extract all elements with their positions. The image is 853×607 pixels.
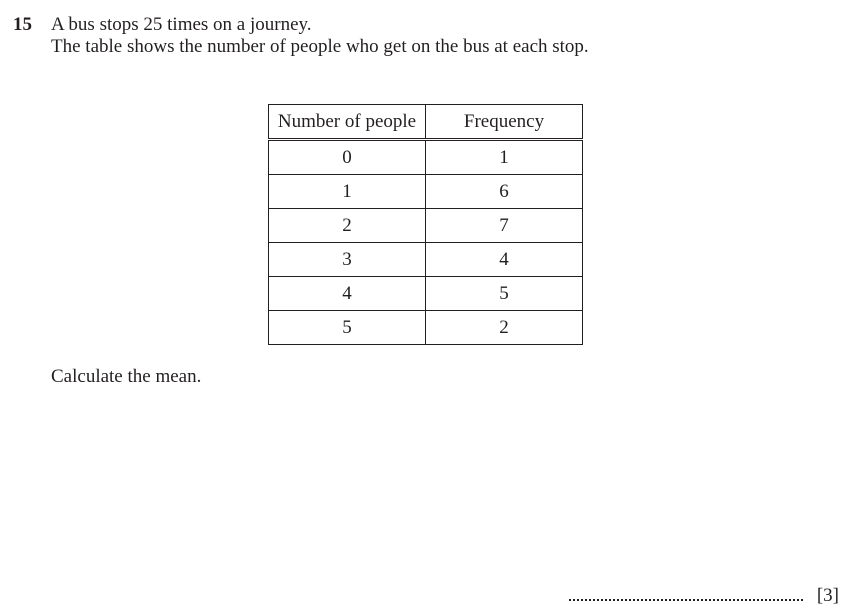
table-header-row bbox=[269, 105, 583, 140]
table-row bbox=[269, 311, 583, 345]
cell-people: 3 bbox=[269, 243, 426, 277]
table-row bbox=[269, 140, 583, 175]
cell-frequency: 1 bbox=[426, 140, 583, 175]
question-number: 15 bbox=[13, 14, 32, 35]
instruction-text: Calculate the mean. bbox=[51, 366, 202, 387]
frequency-table bbox=[268, 104, 583, 345]
cell-frequency: 5 bbox=[426, 277, 583, 311]
answer-line[interactable] bbox=[569, 584, 803, 601]
cell-frequency: 2 bbox=[426, 311, 583, 345]
cell-people: 4 bbox=[269, 277, 426, 311]
cell-people: 2 bbox=[269, 209, 426, 243]
cell-frequency: 7 bbox=[426, 209, 583, 243]
table-row bbox=[269, 243, 583, 277]
table-row bbox=[269, 209, 583, 243]
cell-frequency: 6 bbox=[426, 175, 583, 209]
header-number-of-people: Number of people bbox=[269, 105, 426, 140]
table-row bbox=[269, 175, 583, 209]
cell-people: 1 bbox=[269, 175, 426, 209]
marks-label: [3] bbox=[816, 585, 839, 606]
question-line-2: The table shows the number of people who get on the bus at each stop. bbox=[51, 36, 589, 57]
header-frequency: Frequency bbox=[426, 105, 583, 140]
question-line-1: A bus stops 25 times on a journey. bbox=[51, 14, 312, 35]
question-stem bbox=[51, 14, 589, 58]
table-row bbox=[269, 277, 583, 311]
cell-people: 5 bbox=[269, 311, 426, 345]
cell-frequency: 4 bbox=[426, 243, 583, 277]
answer-area bbox=[569, 584, 839, 607]
cell-people: 0 bbox=[269, 140, 426, 175]
